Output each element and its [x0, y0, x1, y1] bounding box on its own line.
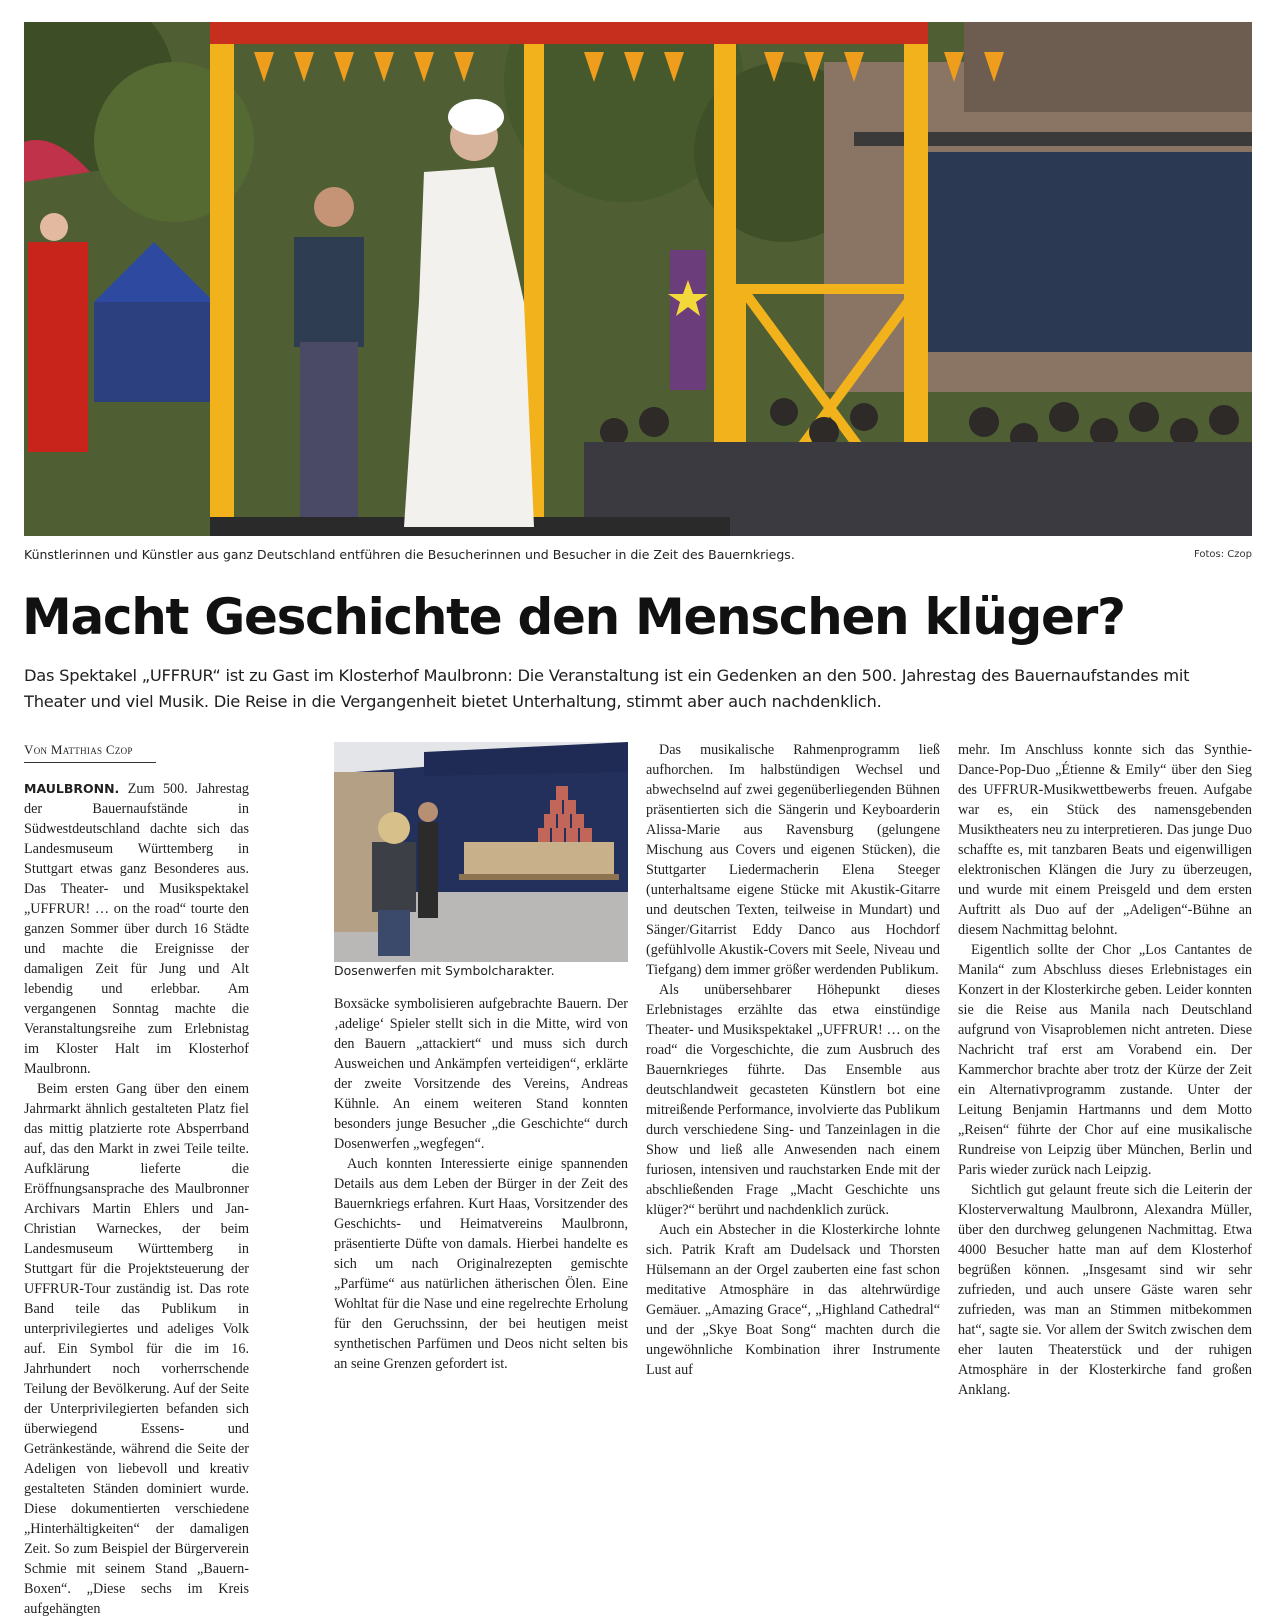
paragraph: Auch konnten Interessierte einige spannenden Details aus dem Leben der Bürger in der Zeit des Bauernkriegs erfahren. Kurt Haas, Vorsitzender des Geschichts- und Heimatvereins Maulbronn, präsentierte Düfte von damals. Hierbei handelte es sich um nach Originalrezepten gemischte „Parfüme“ aus natürlichen ätherischen Ölen. Eine Wohltat für die Nase und eine regelrechte Erholung für den Geruchssinn, der bei heutigen meist synthetischen Parfümen und Deos nicht selten bis an seine Grenzen gefordert ist. [334, 1156, 628, 1372]
photo-caption-row [24, 544, 1252, 566]
can-throwing-illustration [334, 742, 628, 962]
article-column-1 [24, 740, 249, 1619]
article-column-2 [334, 994, 628, 1374]
paragraph: Beim ersten Gang über den einem Jahrmarkt ähnlich gestalteten Platz fiel das mittig platzierte rote Absperrband auf, das den Markt in zwei Teile teilte. Aufklärung lieferte die Eröffnungsansprache des Maulbronner Archivars Martin Ehlers und Jan-Christian Warneckes, der beim Landesmuseum Württemberg in Stuttgart für die Projektsteuerung der UFFRUR-Tour zuständig ist. Das rote Band teile das Publikum in unterprivilegiertes und adeliges Volk auf. Ein Symbol für die im 16. Jahrhundert noch vorherrschende Teilung der Bevölkerung. Auf der Seite der Unterprivilegierten befanden sich überwiegend Essens- und Getränkestände, während die Seite der Adeligen von liebevoll und kreativ gestalteten Ständen dominiert wurde. Diese dokumentierten verschiedene „Hinterhältigkeiten“ der damaligen Zeit. So zum Beispiel der Bürgerverein Schmie mit seinem Stand „Bauern-Boxen“. „Diese sechs im Kreis aufgehängten [24, 1081, 249, 1617]
inline-photo [334, 742, 628, 962]
paragraph-text: Zum 500. Jahrestag der Bauernaufstände in Südwestdeutschland dachte sich das Landesmuseum Württemberg in Stuttgart etwas ganz Besonderes aus. Das Theater- und Musikspektakel „UFFRUR! … on the road“ tourte den ganzen Sommer über durch 16 Städte und machte die Ereignisse der damaligen Zeit für Jung und Alt lebendig und erlebbar. Am vergangenen Sonntag machte die Veranstaltungsreihe zum Erlebnistag im Kloster Halt im Klosterhof Maulbronn. [24, 781, 249, 1077]
paragraph: Boxsäcke symbolisieren aufgebrachte Bauern. Der ‚adelige‘ Spieler stellt sich in die Mitte, wird von den Bauern „attackiert“ und muss sich durch Ausweichen und Ankämpfen verteidigen“, erklärte der zweite Vorsitzende des Vereins, Andreas Kühnle. An einem weiteren Stand konnten besonders junge Besucher „die Geschichte“ durch Dosenwerfen „wegfegen“. [334, 996, 628, 1152]
paragraph: Auch ein Abstecher in die Klosterkirche lohnte sich. Patrik Kraft am Dudelsack und Thorsten Hülsemann an der Orgel zauberten eine fast schon meditative Atmosphäre in das altehrwürdige Gemäuer. „Amazing Grace“, „Highland Cathedral“ und der „Skye Boat Song“ machten durch die ungewöhnliche Kombination ihrer Instrumente Lust auf [646, 1222, 940, 1378]
hero-photo [24, 22, 1252, 536]
stage-scene-illustration [24, 22, 1252, 536]
photo-caption: Künstlerinnen und Künstler aus ganz Deutschland entführen die Besucherinnen und Besucher in die Zeit des Bauernkriegs. [24, 547, 795, 562]
paragraph [24, 779, 249, 1079]
article-column-4 [958, 740, 1252, 1400]
paragraph: Sichtlich gut gelaunt freute sich die Leiterin der Klosterverwaltung Maulbronn, Alexandra Müller, über den durchweg gelungenen Nachmittag. Etwa 4000 Besucher hatte man auf dem Klosterhof begrüßen können. „Insgesamt sind wir sehr zufrieden, und auch unsere Gäste waren sehr zufrieden, was man an Stimmen mitbekommen hat“, sagte sie. Vor allem der Switch zwischen dem eher lauten Theaterstück und der ruhigen Atmosphäre in der Klosterkirche fand großen Anklang. [958, 1182, 1252, 1398]
paragraph: Das musikalische Rahmenprogramm ließ aufhorchen. Im halbstündigen Wechsel und abwechselnd auf zwei gegenüberliegenden Bühnen präsentierten sich die Sängerin und Keyboarderin Alissa-Marie aus Ravensburg (gelungene Mischung aus Covers und eigenen Stücken), die Stuttgarter Liedermacherin Elena Steeger (unterhaltsame eigene Stücke mit Akustik-Gitarre und deutschen Texten, teilweise in Mundart) und Sänger/Gitarrist Eddy Danco aus Hochdorf (gefühlvolle Akustik-Covers mit Seele, Niveau und Tiefgang) dem immer größer werdenden Publikum. [646, 742, 940, 978]
photo-credit: Fotos: Czop [1193, 549, 1252, 560]
article-column-3 [646, 740, 940, 1380]
inline-photo-caption: Dosenwerfen mit Symbolcharakter. [334, 963, 555, 978]
lead-paragraph: Das Spektakel „UFFRUR“ ist zu Gast im Klosterhof Maulbronn: Die Veranstaltung ist ein Gedenken an den 500. Jahrestag des Bauernaufstandes mit Theater und viel Musik. Die Reise in die Vergangenheit bietet Unterhaltung, stimmt aber auch nachdenklich. [24, 666, 1190, 711]
headline: Macht Geschichte den Menschen klüger? [22, 588, 1125, 646]
paragraph: mehr. Im Anschluss konnte sich das Synthie-Dance-Pop-Duo „Étienne & Emily“ über den Sieg des UFFRUR-Musikwettbewerbs freuen. Aufgabe war es, ein Stück des namensgebenden Musiktheaters neu zu interpretieren. Das junge Duo schaffte es, mit tanzbaren Beats und eigenwilligen elektronischen Klängen die Jury zu überzeugen, und wurde mit einem Preisgeld und dem ersten Auftritt als Duo auf der „Adeligen“-Bühne an diesem Nachmittag belohnt. [958, 742, 1252, 938]
dateline: MAULBRONN. [24, 781, 120, 796]
author-byline: Von Matthias Czop [24, 740, 156, 763]
paragraph: Eigentlich sollte der Chor „Los Cantantes de Manila“ zum Abschluss dieses Erlebnistages ein Konzert in der Klosterkirche geben. Leider konnten sie die Reise aus Manila nach Deutschland aufgrund von Visaproblemen nicht antreten. Diese Nachricht traf erst am Vorabend ein. Der Kammerchor brachte aber trotz der Kürze der Zeit ein Alternativprogramm zustande. Unter der Leitung Benjamin Hartmanns und dem Motto „Reisen“ führte der Chor auf eine musikalische Rundreise von Leipzig über München, Berlin und Paris wieder zurück nach Leipzig. [958, 942, 1252, 1178]
paragraph: Als unübersehbarer Höhepunkt dieses Erlebnistages erzählte das etwa einstündige Theater- und Musikspektakel „UFFRUR! … on the road“ die Vorgeschichte, die zum Ausbruch des Bauernkrieges führte. Das Ensemble aus deutschlandweit gecasteten Künstlern bot eine mitreißende Performance, involvierte das Publikum durch verschiedene Sing- und Tanzeinlagen in die Show und ließ alle Anwesenden nach einem furiosen, intensiven und rauchstarken Ende mit der abschließenden Frage „Macht Geschichte uns klüger?“ berührt und nachdenklich zurück. [646, 982, 940, 1218]
